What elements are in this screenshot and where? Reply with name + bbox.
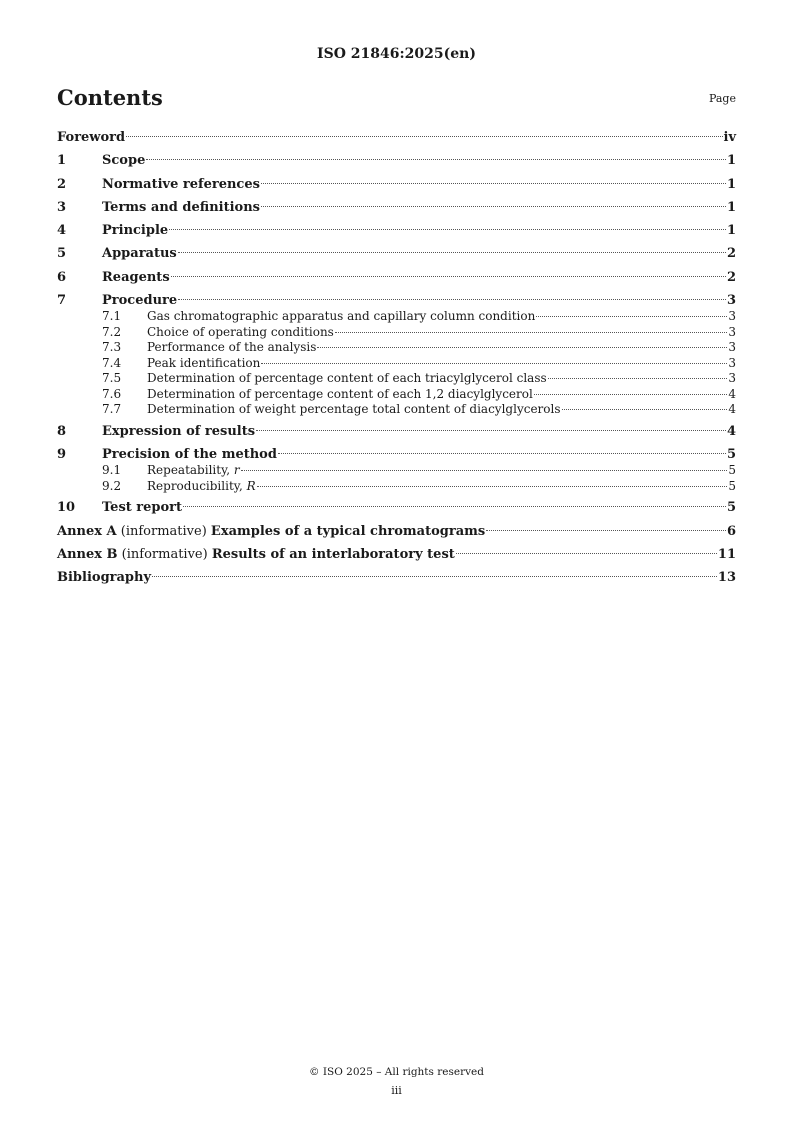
reproducibility-symbol: R bbox=[246, 478, 256, 493]
dot-leader bbox=[261, 363, 727, 364]
toc-subentry-page: 3 bbox=[728, 355, 736, 370]
toc-subentry[interactable] bbox=[57, 402, 736, 418]
annex-label: Annex B bbox=[57, 547, 118, 563]
toc-entry-page: 2 bbox=[726, 246, 736, 262]
toc-subentry[interactable] bbox=[57, 309, 736, 325]
toc-entry-number: 8 bbox=[57, 423, 67, 439]
dot-leader bbox=[456, 553, 717, 554]
toc-entry-foreword[interactable] bbox=[57, 126, 736, 149]
annex-title: Results of an interlaboratory test bbox=[211, 547, 455, 563]
dot-leader bbox=[256, 430, 726, 431]
page-column-label: Page bbox=[708, 92, 736, 105]
toc-subentry[interactable] bbox=[57, 356, 736, 372]
annex-qualifier: (informative) bbox=[117, 547, 212, 563]
toc-entry-page: 4 bbox=[726, 423, 736, 439]
toc-entry-title: Principle bbox=[102, 223, 169, 239]
toc-subentry-title: Gas chromatographic apparatus and capillary column condition bbox=[147, 309, 536, 324]
toc-entry-bibliography[interactable] bbox=[57, 566, 736, 589]
toc-entry-page: 11 bbox=[717, 547, 736, 563]
toc-entry-title: Terms and definitions bbox=[102, 199, 260, 215]
toc-entry-terms-and-definitions[interactable] bbox=[57, 196, 736, 219]
toc-subentry-number: 7.5 bbox=[102, 371, 122, 386]
toc-subentry-number: 7.1 bbox=[102, 309, 122, 324]
toc-entry-title: Precision of the method bbox=[102, 447, 277, 463]
toc-entry-page: 1 bbox=[726, 176, 736, 192]
toc-entry-normative-references[interactable] bbox=[57, 173, 736, 196]
dot-leader bbox=[548, 378, 728, 379]
toc-entry-apparatus[interactable] bbox=[57, 242, 736, 265]
toc-entry-page: 13 bbox=[717, 570, 736, 586]
toc-entry-title: Normative references bbox=[102, 176, 260, 192]
toc-subentry[interactable] bbox=[57, 371, 736, 387]
toc-subentry-page: 3 bbox=[728, 371, 736, 386]
dot-leader bbox=[152, 576, 717, 577]
toc-subentry[interactable] bbox=[57, 463, 736, 479]
annex-qualifier: (informative) bbox=[116, 523, 211, 539]
toc-entry-page: 1 bbox=[726, 153, 736, 169]
precision-subsections bbox=[57, 463, 736, 494]
toc-subentry-number: 7.4 bbox=[102, 355, 122, 370]
toc-entry-number: 6 bbox=[57, 269, 67, 285]
toc-entry-scope[interactable] bbox=[57, 149, 736, 172]
toc-entry-page: 1 bbox=[726, 199, 736, 215]
toc-entry-number: 9 bbox=[57, 447, 67, 463]
toc-subentry-page: 3 bbox=[728, 340, 736, 355]
toc-subentry-number: 7.6 bbox=[102, 386, 122, 401]
toc-subentry-number: 7.3 bbox=[102, 340, 122, 355]
dot-leader bbox=[562, 409, 728, 410]
dot-leader bbox=[317, 347, 727, 348]
annex-label: Annex A bbox=[57, 523, 117, 539]
toc-subentry-title: Determination of weight percentage total content of diacylglycerols bbox=[147, 402, 561, 417]
dot-leader bbox=[534, 394, 728, 395]
toc-subentry-number: 9.1 bbox=[102, 463, 122, 478]
toc-entry-number: 3 bbox=[57, 199, 67, 215]
toc-entry-title: Procedure bbox=[102, 293, 178, 309]
toc-entry-annex-a[interactable] bbox=[57, 520, 736, 543]
toc-subentry-title bbox=[147, 479, 256, 495]
toc-entry-page: 3 bbox=[726, 293, 736, 309]
toc-entry-title: Reagents bbox=[102, 269, 170, 285]
toc-entry-title: Expression of results bbox=[102, 423, 256, 439]
toc-entry-principle[interactable] bbox=[57, 219, 736, 242]
toc-entry-test-report[interactable] bbox=[57, 496, 736, 519]
dot-leader bbox=[178, 252, 726, 253]
toc-subentry-page: 3 bbox=[728, 324, 736, 339]
toc-subentry-page: 5 bbox=[728, 478, 736, 493]
dot-leader bbox=[241, 470, 728, 471]
toc-subentry-number: 7.2 bbox=[102, 324, 122, 339]
toc-subentry-title: Choice of operating conditions bbox=[147, 324, 334, 339]
dot-leader bbox=[335, 332, 728, 333]
toc-entry-title: Bibliography bbox=[57, 570, 152, 586]
toc-entry-title bbox=[57, 543, 455, 566]
dot-leader bbox=[183, 506, 726, 507]
toc-subentry-number: 9.2 bbox=[102, 478, 122, 493]
toc-entry-number: 4 bbox=[57, 223, 67, 239]
dot-leader bbox=[261, 206, 726, 207]
toc-entry-number: 1 bbox=[57, 153, 67, 169]
toc-entry-page: 2 bbox=[726, 269, 736, 285]
toc-subentry-page: 4 bbox=[728, 386, 736, 401]
toc-entry-reagents[interactable] bbox=[57, 266, 736, 289]
annex-title: Examples of a typical chromatograms bbox=[210, 523, 486, 539]
dot-leader bbox=[178, 299, 726, 300]
document-id-header: ISO 21846:2025(en) bbox=[317, 46, 476, 62]
procedure-subsections bbox=[57, 309, 736, 418]
repeatability-symbol: r bbox=[233, 463, 240, 478]
toc-entry-page: 5 bbox=[726, 500, 736, 516]
toc-entry-title: Foreword bbox=[57, 130, 126, 145]
toc-subentry-page: 5 bbox=[728, 463, 736, 478]
dot-leader bbox=[171, 276, 726, 277]
toc-entry-number: 2 bbox=[57, 176, 67, 192]
toc-entry-title: Apparatus bbox=[102, 246, 177, 262]
toc-subentry[interactable] bbox=[57, 340, 736, 356]
toc-subentry-title: Performance of the analysis bbox=[147, 340, 317, 355]
dot-leader bbox=[169, 229, 726, 230]
toc-subentry[interactable] bbox=[57, 479, 736, 495]
toc-entry-title: Test report bbox=[102, 500, 183, 516]
toc-subentry-title-text: Repeatability, bbox=[147, 463, 234, 478]
dot-leader bbox=[278, 453, 726, 454]
dot-leader bbox=[146, 159, 726, 160]
copyright-footer: © ISO 2025 – All rights reserved bbox=[309, 1066, 484, 1078]
toc-subentry-title: Determination of percentage content of each triacylglycerol class bbox=[147, 371, 547, 386]
toc-subentry[interactable] bbox=[57, 387, 736, 403]
toc-subentry-title: Peak identification bbox=[147, 355, 261, 370]
contents-heading: Contents bbox=[57, 85, 163, 110]
toc-subentry-title bbox=[147, 463, 240, 479]
toc-subentry[interactable] bbox=[57, 325, 736, 341]
toc-subentry-page: 4 bbox=[728, 402, 736, 417]
toc-entry-page: iv bbox=[723, 130, 736, 145]
toc-entry-number: 7 bbox=[57, 293, 67, 309]
toc-subentry-page: 3 bbox=[728, 309, 736, 324]
toc-entry-annex-b[interactable] bbox=[57, 543, 736, 566]
dot-leader bbox=[126, 136, 722, 137]
toc-subentry-number: 7.7 bbox=[102, 402, 122, 417]
toc-entry-expression-of-results[interactable] bbox=[57, 420, 736, 443]
dot-leader bbox=[536, 316, 727, 317]
dot-leader bbox=[261, 183, 726, 184]
toc-entry-page: 6 bbox=[726, 523, 736, 539]
dot-leader bbox=[486, 530, 726, 531]
toc-entry-page: 1 bbox=[726, 223, 736, 239]
toc-subentry-title-text: Reproducibility, bbox=[147, 478, 247, 493]
page-number: iii bbox=[391, 1084, 402, 1097]
toc-entry-number: 10 bbox=[57, 500, 76, 516]
toc-entry-page: 5 bbox=[726, 447, 736, 463]
toc-entry-title: Scope bbox=[102, 153, 146, 169]
toc-entry-title bbox=[57, 520, 485, 543]
dot-leader bbox=[257, 486, 728, 487]
toc-entry-number: 5 bbox=[57, 246, 67, 262]
table-of-contents bbox=[57, 126, 736, 590]
toc-subentry-title: Determination of percentage content of each 1,2 diacylglycerol bbox=[147, 386, 533, 401]
